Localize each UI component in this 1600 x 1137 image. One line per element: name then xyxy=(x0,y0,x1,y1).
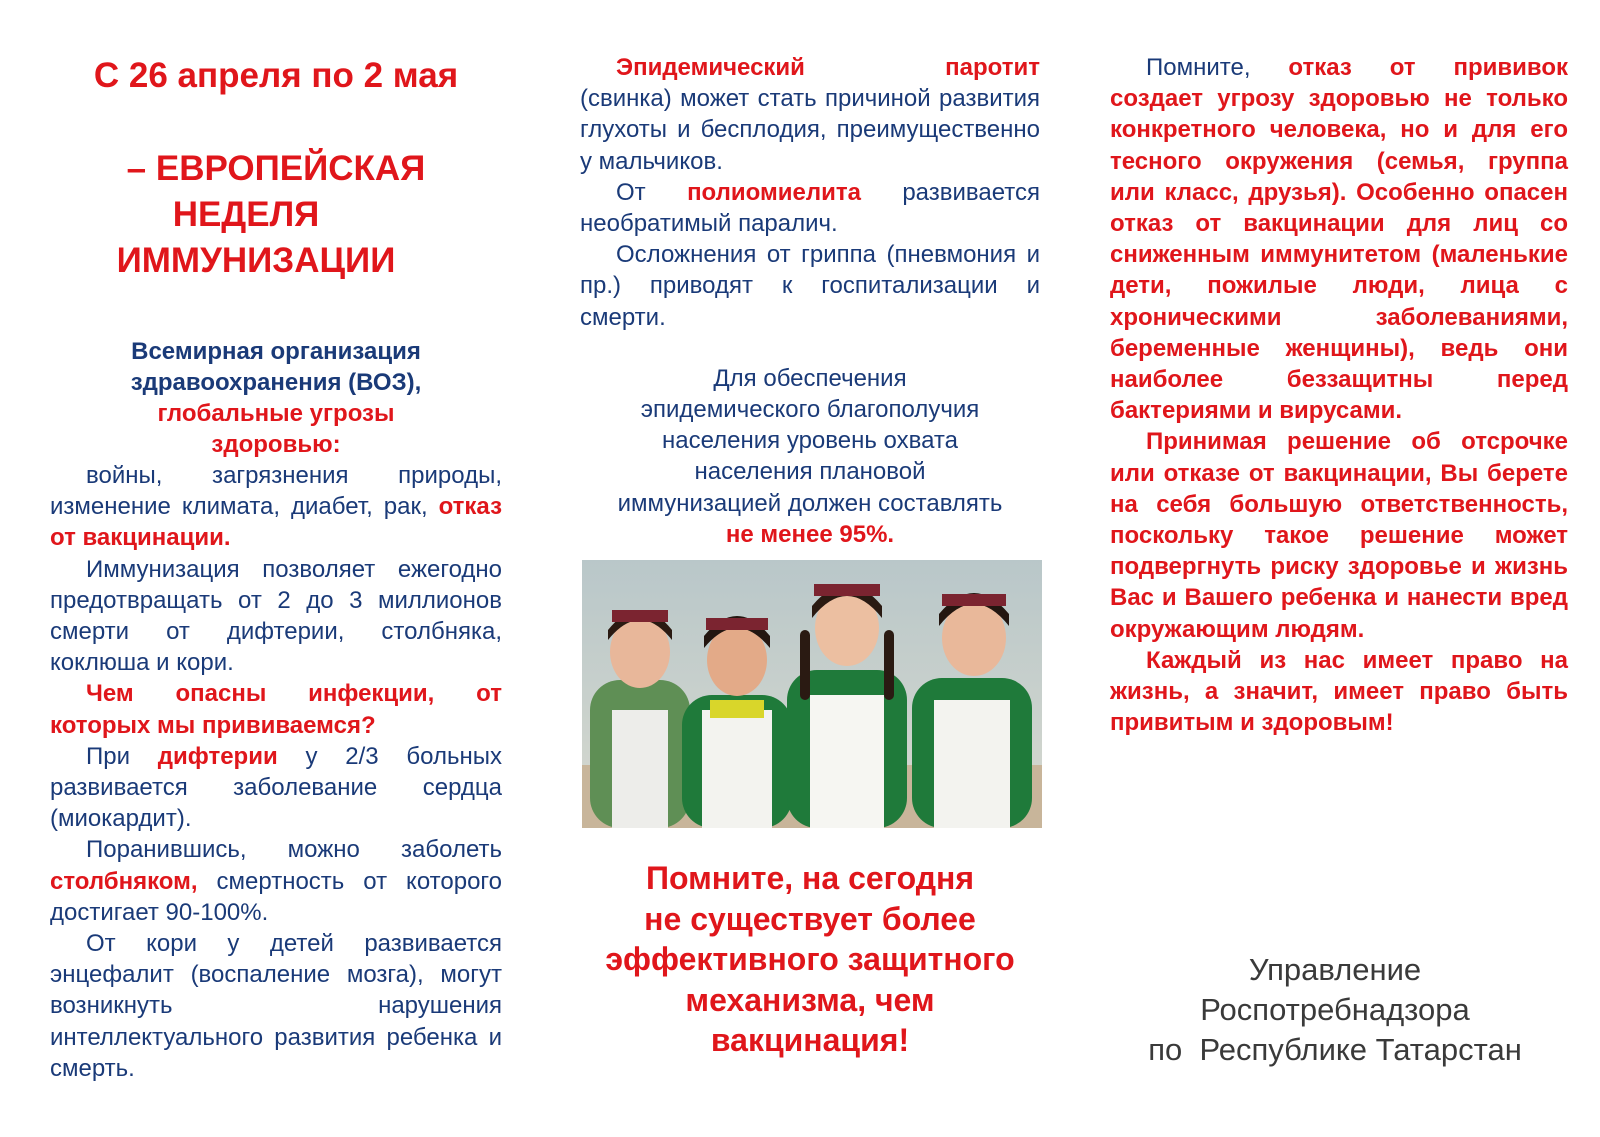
question-paragraph xyxy=(50,678,502,740)
week-title xyxy=(50,146,502,284)
coverage-line: эпидемического благополучия xyxy=(640,396,980,424)
tetanus-paragraph xyxy=(50,834,502,928)
threats-text: войны, загрязнения природы, изменение климата, диабет, рак, xyxy=(50,462,502,521)
coverage-line: иммунизацией должен составлять xyxy=(617,489,1003,517)
refusal-paragraph xyxy=(1110,52,1568,426)
tetanus-post: смертность от которого достигает 90-100%. xyxy=(50,867,502,926)
mumps-red: Эпидемический паротит xyxy=(616,54,1040,81)
remember-line: механизма, чем xyxy=(685,981,935,1018)
threats-red: отказ от вакцинации. xyxy=(50,493,502,552)
flu-paragraph: Осложнения от гриппа (пневмония и пр.) приводят к госпитализации и смерти. xyxy=(580,241,1040,331)
coverage-block xyxy=(580,363,1040,550)
week-title-line: НЕДЕЛЯ xyxy=(172,195,320,234)
tetanus-red: столбняком, xyxy=(50,867,198,895)
remember-line: Помните, на сегодня xyxy=(646,860,974,896)
question-text: Чем опасны инфекции, от которых мы прививаемся? xyxy=(50,680,502,739)
week-title-line: ИММУНИЗАЦИИ xyxy=(116,241,396,280)
right-column xyxy=(1110,52,1568,738)
refusal-text: отказ от прививок создает угрозу здоровью не только конкретного человека, но и для его тесного окружения (семья, группа или класс, друзья). Особенно опасен отказ от вакцинации для лиц со сниженным иммунитетом (маленькие дети, пожилые люди, лица с хроническими заболеваниями, беременные женщины), ведь они наиболее беззащитны перед бактериями и вирусами. xyxy=(1110,54,1568,425)
remember-slogan xyxy=(560,858,1060,1061)
right-paragraph: Каждый из нас имеет право на жизнь, а значит, имеет право быть привитым и здоровым! xyxy=(1110,646,1568,737)
diph-post: у 2/3 больных развивается заболевание сердца (миокардит). xyxy=(50,742,502,833)
remember-line: вакцинация! xyxy=(710,1022,910,1058)
coverage-line: Для обеспечения xyxy=(713,364,907,392)
tetanus-pre: Поранившись, можно заболеть xyxy=(86,836,502,864)
children-photo xyxy=(582,560,1042,828)
coverage-line: населения плановой xyxy=(694,458,926,486)
polio-post: развивается необратимый паралич. xyxy=(580,178,1040,238)
who-block xyxy=(50,336,502,460)
who-line: здравоохранения (ВОЗ), xyxy=(130,369,422,396)
left-column xyxy=(50,52,502,1084)
immunization-paragraph: Иммунизация позволяет ежегодно предотвращать от 2 до 3 миллионов смерти от дифтерии, столбняка, коклюша и кори. xyxy=(50,555,502,677)
polio-pre: От xyxy=(616,178,688,206)
coverage-line: населения уровень охвата xyxy=(662,427,958,455)
threats-paragraph xyxy=(50,460,502,554)
signature-line: Управление xyxy=(1248,952,1422,987)
threats-heading: глобальные угрозы xyxy=(157,400,395,427)
diph-red: дифтерии xyxy=(157,742,278,770)
remember-pre: Помните, xyxy=(1146,54,1289,81)
diphtheria-paragraph xyxy=(50,741,502,835)
remember-line: эффективного защитного xyxy=(605,941,1015,977)
middle-column xyxy=(580,52,1040,550)
threats-heading: здоровью: xyxy=(211,431,341,458)
mumps-text: (свинка) может стать причиной развития глухоты и бесплодия, преимущественно у мальчиков. xyxy=(580,85,1040,175)
date-title: С 26 апреля по 2 мая xyxy=(93,56,459,95)
who-line: Всемирная организация xyxy=(131,338,421,365)
coverage-red: не менее 95%. xyxy=(725,520,895,548)
signature-line: Роспотребнадзора xyxy=(1200,992,1470,1027)
polio-red: полиомиелита xyxy=(687,178,861,206)
diph-pre: При xyxy=(86,742,158,770)
signature xyxy=(1110,950,1560,1070)
week-title-line: – ЕВРОПЕЙСКАЯ xyxy=(126,149,426,188)
signature-line: по Республике Татарстан xyxy=(1148,1032,1522,1067)
decision-paragraph: Принимая решение об отсрочке или отказе от вакцинации, Вы берете на себя большую ответственность, поскольку такое решение может подвергнуть риску здоровье и жизнь Вас и Вашего ребенка и нанести вред окружающим людям. xyxy=(1110,428,1568,643)
polio-paragraph xyxy=(580,177,1040,239)
measles-paragraph: От кори у детей развивается энцефалит (воспаление мозга), могут возникнуть нарушения интеллектуального развития ребенка и смерть. xyxy=(50,930,502,1082)
mumps-paragraph xyxy=(580,52,1040,177)
remember-line: не существует более xyxy=(644,900,976,937)
